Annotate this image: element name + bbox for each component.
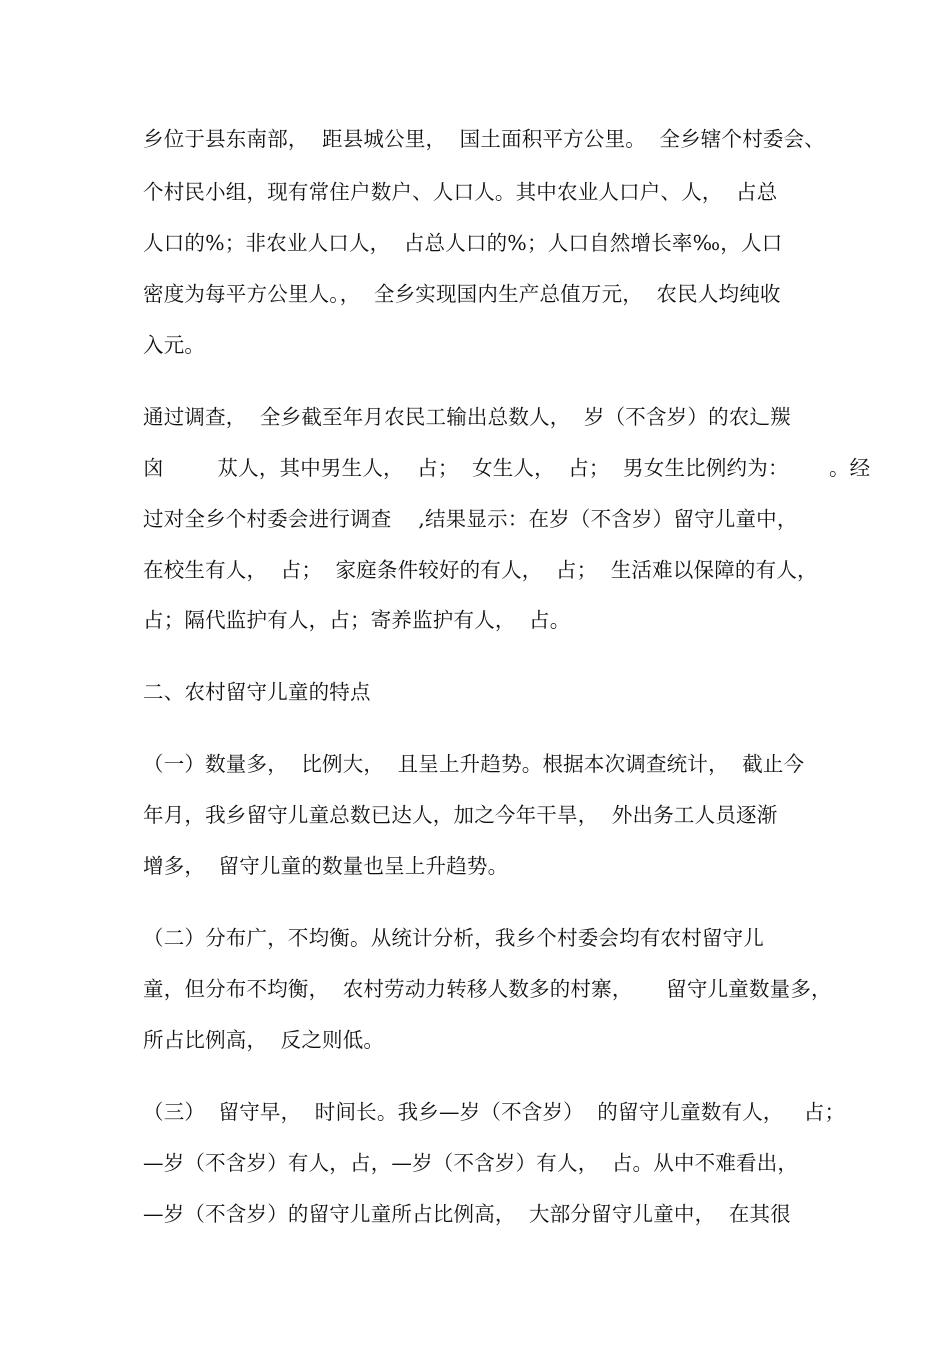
paragraph-3-line-3: 增多， 留守儿童的数量也呈上升趋势。 [143, 854, 509, 878]
paragraph-3-line-2: 年月，我乡留守儿童总数已达人，加之今年干旱， 外出务工人员逐渐 [143, 803, 778, 827]
paragraph-2-line-3: 过对全乡个村委会进行调查 ,结果显示：在岁（不含岁）留守儿童中， [143, 507, 798, 531]
paragraph-1-line-1: 乡位于县东南部， 距县城公里， 国土面积平方公里。 全乡辖个村委会、 [143, 127, 825, 151]
paragraph-1-line-2: 个村民小组，现有常住户数户、人口人。其中农业人口户、人， 占总 [143, 180, 778, 204]
paragraph-2-line-1: 通过调查， 全乡截至年月农民工输出总数人， 岁（不含岁）的农辶羰 [143, 405, 791, 429]
section-heading: 二、农村留守儿童的特点 [143, 680, 371, 704]
paragraph-5-line-2: —岁（不含岁）有人，占，—岁（不含岁）有人， 占。从中不难看出， [143, 1151, 799, 1175]
paragraph-5-line-3: —岁（不含岁）的留守儿童所占比例高， 大部分留守儿童中， 在其很 [143, 1202, 791, 1226]
paragraph-4-line-1: （二）分布广，不均衡。从统计分析，我乡个村委会均有农村留守儿 [143, 926, 764, 950]
paragraph-5-line-1: （三） 留守早， 时间长。我乡—岁（不含岁） 的留守儿童数有人， 占； [143, 1100, 846, 1124]
paragraph-1-line-3: 人口的%；非农业人口人， 占总人口的%；人口自然增长率‰，人口 [143, 231, 783, 255]
paragraph-4-line-3: 所占比例高， 反之则低。 [143, 1028, 385, 1052]
paragraph-1-line-4: 密度为每平方公里人。， 全乡实现国内生产总值万元， 农民人均纯收 [143, 282, 781, 306]
paragraph-2-line-5: 占；隔代监护有人，占；寄养监护有人， 占。 [143, 608, 571, 632]
paragraph-3-line-1: （一）数量多， 比例大， 且呈上升趋势。根据本次调查统计， 截止今 [143, 752, 805, 776]
paragraph-2-line-4: 在校生有人， 占； 家庭条件较好的有人， 占； 生活难以保障的有人， [143, 558, 818, 582]
paragraph-4-line-2: 童，但分布不均衡， 农村劳动力转移人数多的村寨， 留守儿童数量多， [143, 977, 832, 1001]
paragraph-2-line-2: 囟 苁人，其中男生人， 占； 女生人， 占； 男女生比例约为： 。经 [143, 456, 871, 480]
paragraph-1-line-5: 入元。 [143, 333, 206, 357]
